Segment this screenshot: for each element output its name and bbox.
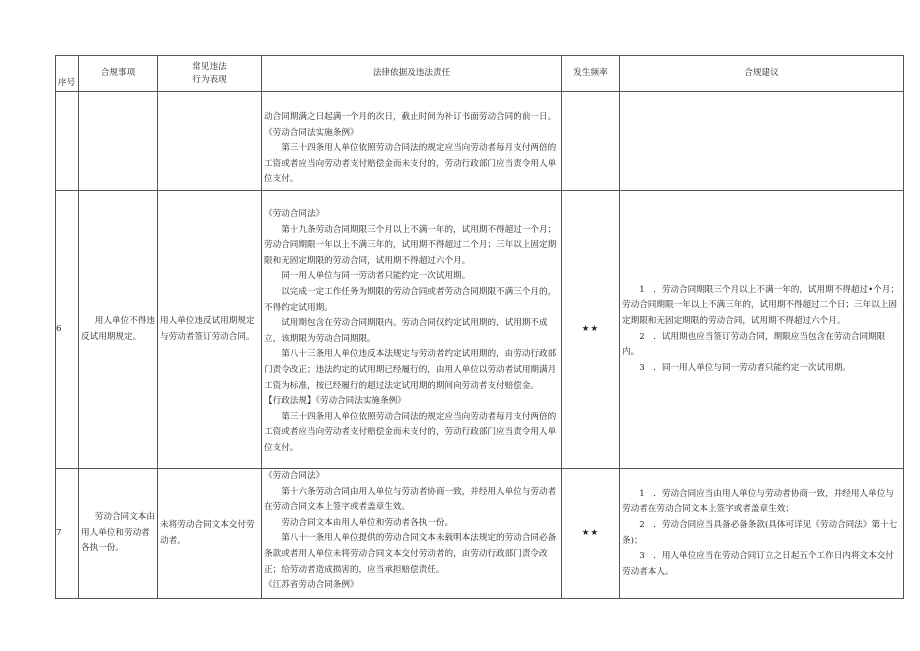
basis-line: 同一用人单位与同一劳动者只能约定一次试用期。 bbox=[281, 271, 471, 282]
basis-line: 【行政法规】《劳动合同法实施条例》 bbox=[264, 396, 406, 407]
basis-line: 《劳动合同法》 bbox=[264, 209, 325, 219]
advice-item: 1 ．劳动合同应当由用人单位与劳动者协商一致，并经用人单位与劳动者在劳动合同文本上签字或者盖章生效； bbox=[622, 488, 894, 515]
table-row bbox=[56, 92, 904, 191]
table-header-row bbox=[56, 56, 904, 92]
row-basis bbox=[262, 92, 562, 191]
basis-line: 《江苏省劳动合同条例》 bbox=[264, 580, 359, 591]
advice-item: 2 ．劳动合同应当具备必备条款(具体可详见《劳动合同法》第十七条)； bbox=[622, 519, 898, 546]
row-behavior bbox=[158, 92, 262, 191]
row-behavior: 用人单位违反试用期规定与劳动者签订劳动合同。 bbox=[158, 191, 262, 469]
header-basis: 法律依据及违法责任 bbox=[262, 56, 562, 92]
advice-item: 1 ．劳动合同期限三个月以上不满一年的，试用期不得超过•个月；劳动合同期限一年以上不满三年的，试用期不得超过二个日；三年以上固定期限和无固定期限的劳动合同，试用期不得超过六个月。 bbox=[622, 284, 899, 326]
row-index: 6 bbox=[56, 191, 79, 469]
row-basis bbox=[262, 469, 562, 599]
row-item: 劳动合同文本由用人单位和劳动者各执一份。 bbox=[79, 469, 158, 599]
basis-line: 第十九条劳动合同期限三个月以上不满一年的，试用期不得超过一个月；劳动合同期限一年以上不满三年的，试用期不得超过二个月；三年以上固定期限和无固定期限的劳动合同，试用期不得超过六个月。 bbox=[264, 224, 557, 266]
row-index bbox=[56, 92, 79, 191]
header-frequency: 发生频率 bbox=[562, 56, 620, 92]
row-advice bbox=[620, 191, 904, 469]
row-index: 7 bbox=[56, 469, 79, 599]
row-item: 用人单位不得违反试用期规定。 bbox=[79, 191, 158, 469]
row-frequency: ★★ bbox=[562, 469, 620, 599]
basis-line: 《劳动合同法》 bbox=[264, 471, 325, 481]
row-advice bbox=[620, 92, 904, 191]
basis-line: 第八十一条用人单位提供的劳动合同文本未载明本法规定的劳动合同必备条款或者用人单位未将劳动合同文本交付劳动者的，由劳动行政部门责令改正；给劳动者造成损害的，应当承担赔偿责任。 bbox=[264, 533, 557, 575]
basis-line: 动合同期满之日起满一个月的次日，截止时间为补订书面劳动合同的前一日。 bbox=[264, 112, 557, 122]
basis-line: 第十六条劳动合同由用人单位与劳动者协商一致，并经用人单位与劳动者在劳动合同文本上签字或者盖章生效。 bbox=[264, 486, 557, 513]
basis-line: 试用期包含在劳动合同期限内。劳动合同仅约定试用期的，试用期不成立，该期限为劳动合同期限。 bbox=[264, 318, 548, 344]
basis-line: 以完成一定工作任务为期限的劳动合同或者劳动合同期限不满三个月的，不得约定试用期。 bbox=[264, 286, 557, 313]
basis-line: 劳动合同文本由用人单位和劳动者各执一份。 bbox=[281, 517, 454, 528]
header-behavior: 常见违法 行为表现 bbox=[158, 56, 262, 92]
basis-line: 第八十三条用人单位违反本法规定与劳动者约定试用期的，由劳动行政部门责令改正；违法约定的试用期已经履行的，由用人单位以劳动者试用期满月工资为标准，按已经履行的超过法定试用期的期间向劳动者支付赔偿金。 bbox=[264, 349, 557, 391]
table-row bbox=[56, 191, 904, 469]
header-advice: 合规建议 bbox=[620, 56, 904, 92]
advice-item: 3 ．同一用人单位与同一劳动者只能约定一次试用期。 bbox=[639, 362, 851, 373]
compliance-table bbox=[55, 55, 904, 599]
row-behavior: 未将劳动合同文本交付劳动者。 bbox=[158, 469, 262, 599]
row-frequency bbox=[562, 92, 620, 191]
advice-item: 3 ．用人单位应当在劳动合同订立之日起五个工作日内将文本交付劳动者本人。 bbox=[622, 551, 894, 577]
advice-item: 2 ．试用期也应当签订劳动合同，期限应当包含在劳动合同期限内。 bbox=[622, 331, 886, 358]
header-index: 序号 bbox=[56, 56, 79, 92]
row-frequency: ★★ bbox=[562, 191, 620, 469]
basis-line: 《劳动合同法实施条例》 bbox=[264, 127, 359, 138]
row-basis bbox=[262, 191, 562, 469]
row-advice bbox=[620, 469, 904, 599]
basis-line: 第三十四条用人单位依照劳动合同法的规定应当向劳动者每月支付两倍的工资或者应当向劳动者支付赔偿金而未支付的，劳动行政部门应当责令用人单位支付。 bbox=[264, 143, 557, 185]
row-item bbox=[79, 92, 158, 191]
header-item: 合规事项 bbox=[79, 56, 158, 92]
table-row bbox=[56, 469, 904, 599]
basis-line: 第三十四条用人单位依照劳动合同法的规定应当向劳动者每月支付两倍的工资或者应当向劳动者支付赔偿金而未支付的，劳动行政部门应当责令用人单位支付。 bbox=[264, 411, 557, 453]
